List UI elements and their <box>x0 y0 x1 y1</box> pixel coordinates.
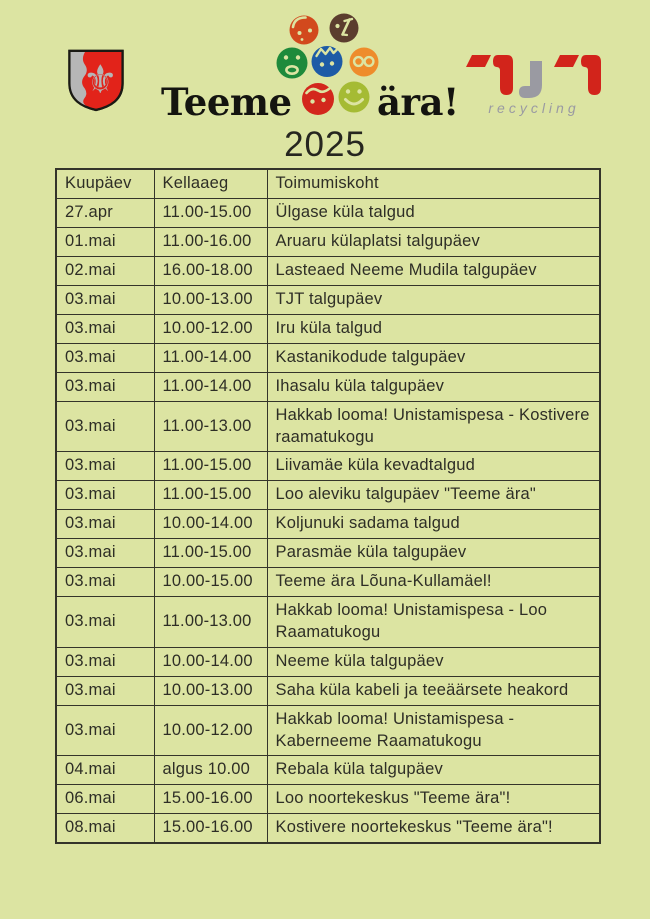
cell-time: 11.00-14.00 <box>154 343 267 372</box>
cell-location: Liivamäe küla kevadtalgud <box>267 452 600 481</box>
table-row <box>56 705 600 756</box>
tjt-letter-t1 <box>466 55 513 95</box>
table-row <box>56 814 600 843</box>
coat-of-arms-icon <box>66 44 126 116</box>
cell-date: 03.mai <box>56 401 154 452</box>
table-row <box>56 597 600 648</box>
tjt-logo-subtext: recycling <box>488 100 580 116</box>
cell-date: 03.mai <box>56 676 154 705</box>
cell-time: 11.00-13.00 <box>154 401 267 452</box>
cell-location: Iru küla talgud <box>267 314 600 343</box>
cell-time: 15.00-16.00 <box>154 814 267 843</box>
cell-time: 10.00-13.00 <box>154 285 267 314</box>
cell-date: 03.mai <box>56 705 154 756</box>
cell-time: algus 10.00 <box>154 756 267 785</box>
smiley-face-redorange-icon <box>290 16 319 45</box>
cell-location: Teeme ära Lõuna-Kullamäel! <box>267 568 600 597</box>
table-header-row <box>56 169 600 198</box>
cell-time: 16.00-18.00 <box>154 256 267 285</box>
cell-date: 03.mai <box>56 597 154 648</box>
column-header-time: Kellaaeg <box>154 169 267 198</box>
cell-time: 10.00-14.00 <box>154 510 267 539</box>
cell-location: Neeme küla talgupäev <box>267 647 600 676</box>
cell-time: 11.00-16.00 <box>154 227 267 256</box>
smiley-face-orange-icon <box>350 48 379 77</box>
schedule-table <box>55 168 601 844</box>
smiley-face-brown-icon <box>330 14 359 43</box>
cell-date: 03.mai <box>56 343 154 372</box>
column-header-date: Kuupäev <box>56 169 154 198</box>
table-row <box>56 256 600 285</box>
cell-date: 01.mai <box>56 227 154 256</box>
cell-time: 11.00-14.00 <box>154 372 267 401</box>
cell-time: 11.00-15.00 <box>154 481 267 510</box>
fleur-de-lis-icon: ⚜ <box>82 56 118 103</box>
cell-location: Parasmäe küla talgupäev <box>267 539 600 568</box>
cell-location: Kostivere noortekeskus "Teeme ära"! <box>267 814 600 843</box>
cell-location: Loo noortekeskus "Teeme ära"! <box>267 785 600 814</box>
cell-date: 03.mai <box>56 647 154 676</box>
table-row <box>56 510 600 539</box>
cell-location: Saha küla kabeli ja teeäärsete heakord <box>267 676 600 705</box>
cell-time: 10.00-12.00 <box>154 314 267 343</box>
cell-time: 10.00-13.00 <box>154 676 267 705</box>
smiley-faces-logo-icon <box>268 6 392 120</box>
cell-time: 11.00-15.00 <box>154 198 267 227</box>
tjt-recycling-logo-icon <box>466 50 602 102</box>
cell-location: Ihasalu küla talgupäev <box>267 372 600 401</box>
table-row <box>56 314 600 343</box>
cell-date: 03.mai <box>56 481 154 510</box>
cell-date: 04.mai <box>56 756 154 785</box>
cell-date: 03.mai <box>56 285 154 314</box>
cell-date: 06.mai <box>56 785 154 814</box>
table-row <box>56 756 600 785</box>
table-row <box>56 372 600 401</box>
cell-date: 03.mai <box>56 510 154 539</box>
cell-time: 11.00-15.00 <box>154 539 267 568</box>
cell-date: 03.mai <box>56 314 154 343</box>
cell-time: 10.00-12.00 <box>154 705 267 756</box>
cell-location: Hakkab looma! Unistamispesa - Loo Raamatukogu <box>267 597 600 648</box>
smiley-face-blue-icon <box>312 46 343 77</box>
cell-date: 27.apr <box>56 198 154 227</box>
cell-time: 10.00-15.00 <box>154 568 267 597</box>
cell-location: Kastanikodude talgupäev <box>267 343 600 372</box>
cell-date: 03.mai <box>56 568 154 597</box>
table-row <box>56 785 600 814</box>
table-row <box>56 452 600 481</box>
table-row <box>56 676 600 705</box>
smiley-face-red-icon <box>302 83 334 115</box>
table-row <box>56 481 600 510</box>
cell-location: Ülgase küla talgud <box>267 198 600 227</box>
smiley-face-lime-icon <box>339 82 370 113</box>
cell-date: 03.mai <box>56 452 154 481</box>
year-heading: 2025 <box>284 125 366 164</box>
table-row <box>56 227 600 256</box>
cell-location: Rebala küla talgupäev <box>267 756 600 785</box>
cell-location: Hakkab looma! Unistamispesa - Kaberneeme Raamatukogu <box>267 705 600 756</box>
cell-date: 02.mai <box>56 256 154 285</box>
table-row <box>56 198 600 227</box>
cell-location: Loo aleviku talgupäev "Teeme ära" <box>267 481 600 510</box>
cell-time: 10.00-14.00 <box>154 647 267 676</box>
cell-location: TJT talgupäev <box>267 285 600 314</box>
title-word-ara: ära! <box>377 80 459 124</box>
cell-date: 08.mai <box>56 814 154 843</box>
table-row <box>56 285 600 314</box>
cell-location: Lasteaed Neeme Mudila talgupäev <box>267 256 600 285</box>
cell-location: Koljunuki sadama talgud <box>267 510 600 539</box>
title-word-teeme: Teeme <box>161 80 292 124</box>
table-row <box>56 343 600 372</box>
table-row <box>56 647 600 676</box>
table-row <box>56 539 600 568</box>
cell-time: 15.00-16.00 <box>154 785 267 814</box>
tjt-letter-t2 <box>554 55 601 95</box>
smiley-face-green-icon <box>277 48 308 79</box>
column-header-location: Toimumiskoht <box>267 169 600 198</box>
cell-location: Aruaru külaplatsi talgupäev <box>267 227 600 256</box>
cell-location: Hakkab looma! Unistamispesa - Kostivere raamatukogu <box>267 401 600 452</box>
cell-date: 03.mai <box>56 539 154 568</box>
table-row <box>56 401 600 452</box>
cell-date: 03.mai <box>56 372 154 401</box>
cell-time: 11.00-13.00 <box>154 597 267 648</box>
schedule-table-body <box>56 198 600 843</box>
tjt-letter-j <box>519 61 542 98</box>
table-row <box>56 568 600 597</box>
cell-time: 11.00-15.00 <box>154 452 267 481</box>
